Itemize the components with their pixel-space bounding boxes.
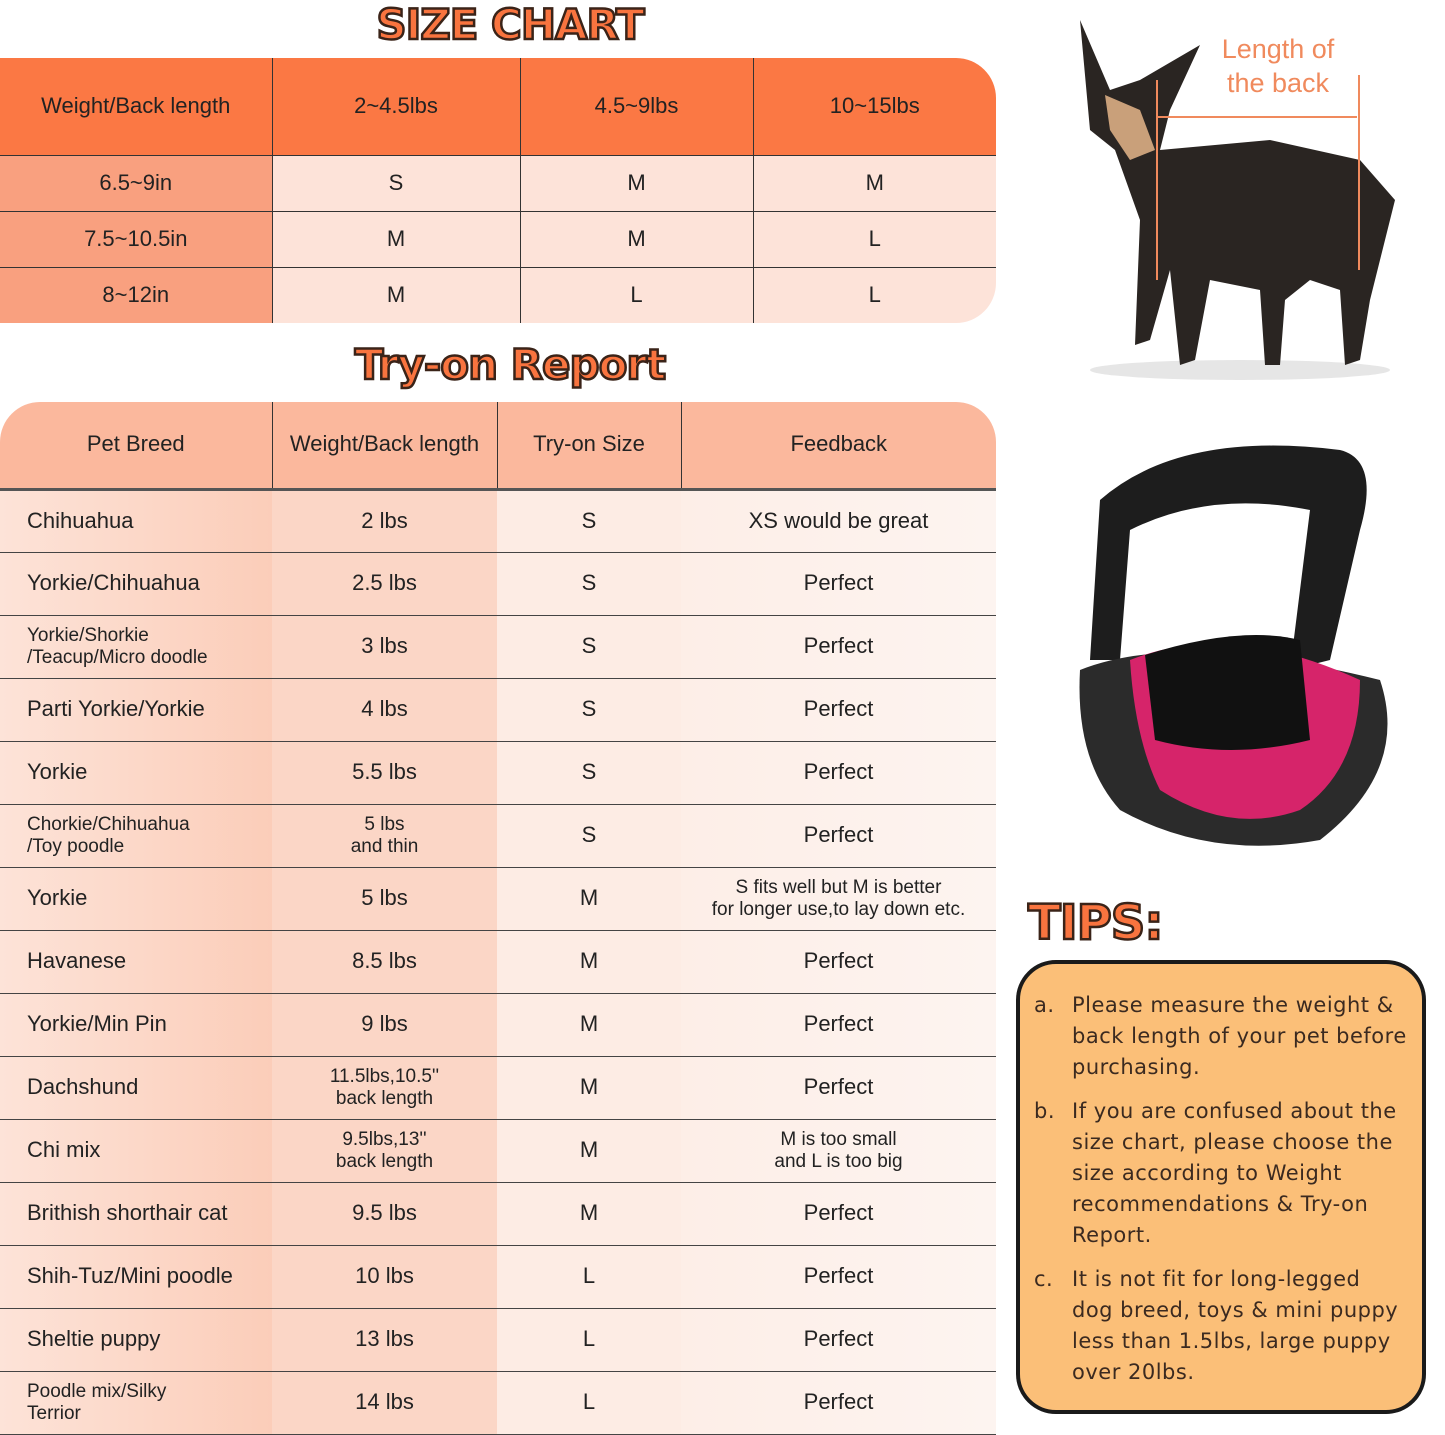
table-cell: S — [497, 552, 681, 615]
table-cell: S — [497, 804, 681, 867]
table-cell: S — [497, 741, 681, 804]
header-row — [0, 58, 996, 155]
table-cell: M — [272, 267, 520, 323]
table-cell: 5 lbs and thin — [272, 804, 497, 867]
table-cell: M — [497, 1182, 681, 1245]
tryon-title: Try-on Report — [354, 340, 666, 389]
table-cell: 13 lbs — [272, 1308, 497, 1371]
column-header: Try-on Size — [497, 402, 681, 489]
table-cell: S — [272, 155, 520, 211]
header-row — [0, 402, 996, 489]
table-cell: 4 lbs — [272, 678, 497, 741]
table-cell: Sheltie puppy — [0, 1308, 272, 1371]
tryon-row — [0, 993, 996, 1056]
column-header: Feedback — [681, 402, 996, 489]
column-header: 2~4.5lbs — [272, 58, 520, 155]
table-cell: Yorkie — [0, 867, 272, 930]
table-cell: L — [753, 267, 996, 323]
tryon-row — [0, 741, 996, 804]
tryon-row — [0, 867, 996, 930]
table-cell: Perfect — [681, 930, 996, 993]
table-cell: Yorkie — [0, 741, 272, 804]
tryon-row — [0, 615, 996, 678]
tryon-row — [0, 678, 996, 741]
table-cell: Perfect — [681, 741, 996, 804]
tryon-table — [0, 402, 996, 1435]
column-header: Weight/Back length — [0, 58, 272, 155]
tip-item — [1034, 990, 1408, 1083]
table-cell: Perfect — [681, 993, 996, 1056]
bag-image — [1060, 440, 1410, 860]
table-cell: M is too small and L is too big — [681, 1119, 996, 1182]
table-cell: Perfect — [681, 1245, 996, 1308]
tip-text: It is not fit for long-legged dog breed, toys & mini puppy less than 1.5lbs, large puppy over 20lbs. — [1072, 1267, 1399, 1384]
tryon-row — [0, 930, 996, 993]
tip-item — [1034, 1264, 1408, 1388]
table-cell: S — [497, 678, 681, 741]
table-cell: M — [497, 867, 681, 930]
table-cell: Yorkie/Min Pin — [0, 993, 272, 1056]
tryon-row — [0, 552, 996, 615]
size-row — [0, 211, 996, 267]
table-cell: Chorkie/Chihuahua /Toy poodle — [0, 804, 272, 867]
table-cell: Poodle mix/Silky Terrior — [0, 1371, 272, 1434]
table-cell: M — [497, 1056, 681, 1119]
size-row — [0, 267, 996, 323]
table-cell: 2 lbs — [272, 489, 497, 552]
table-cell: Perfect — [681, 552, 996, 615]
table-cell: M — [753, 155, 996, 211]
column-header: 4.5~9lbs — [520, 58, 753, 155]
table-cell: Chihuahua — [0, 489, 272, 552]
table-cell: M — [520, 211, 753, 267]
tip-letter: a. — [1034, 993, 1055, 1017]
table-cell: 9.5lbs,13'' back length — [272, 1119, 497, 1182]
table-cell: 14 lbs — [272, 1371, 497, 1434]
table-cell: Chi mix — [0, 1119, 272, 1182]
table-cell: 3 lbs — [272, 615, 497, 678]
tryon-row — [0, 804, 996, 867]
back-length-label-2: the back — [1226, 68, 1330, 98]
tryon-row — [0, 1119, 996, 1182]
tryon-row — [0, 1371, 996, 1434]
size-chart-table — [0, 58, 996, 323]
size-chart-title: SIZE CHART — [376, 0, 644, 49]
tryon-row — [0, 1308, 996, 1371]
table-cell: 7.5~10.5in — [0, 211, 272, 267]
table-cell: L — [520, 267, 753, 323]
table-cell: L — [497, 1308, 681, 1371]
table-cell: 9 lbs — [272, 993, 497, 1056]
table-cell: 9.5 lbs — [272, 1182, 497, 1245]
table-cell: M — [272, 211, 520, 267]
table-cell: Yorkie/Chihuahua — [0, 552, 272, 615]
table-cell: 8~12in — [0, 267, 272, 323]
tryon-row — [0, 1056, 996, 1119]
table-cell: S — [497, 489, 681, 552]
tips-box — [1016, 960, 1426, 1414]
dog-image — [1020, 0, 1445, 390]
table-cell: Perfect — [681, 804, 996, 867]
size-row — [0, 155, 996, 211]
table-cell: Perfect — [681, 1308, 996, 1371]
table-cell: M — [520, 155, 753, 211]
table-cell: Perfect — [681, 1182, 996, 1245]
table-cell: 5 lbs — [272, 867, 497, 930]
back-length-label-1: Length of — [1221, 34, 1335, 64]
table-cell: 5.5 lbs — [272, 741, 497, 804]
table-cell: Perfect — [681, 1371, 996, 1434]
tip-text: If you are confused about the size chart, please choose the size according to Weight recommendations & Try-on Report. — [1072, 1099, 1397, 1247]
table-cell: S — [497, 615, 681, 678]
table-cell: 2.5 lbs — [272, 552, 497, 615]
table-cell: L — [497, 1371, 681, 1434]
tip-letter: b. — [1034, 1099, 1056, 1123]
table-cell: Brithish shorthair cat — [0, 1182, 272, 1245]
tryon-row — [0, 1182, 996, 1245]
tryon-row — [0, 1245, 996, 1308]
table-cell: 11.5lbs,10.5'' back length — [272, 1056, 497, 1119]
table-cell: Havanese — [0, 930, 272, 993]
table-cell: Perfect — [681, 1056, 996, 1119]
table-cell: L — [753, 211, 996, 267]
table-cell: Yorkie/Shorkie /Teacup/Micro doodle — [0, 615, 272, 678]
tip-text: Please measure the weight & back length of your pet before purchasing. — [1072, 993, 1407, 1079]
table-cell: Shih-Tuz/Mini poodle — [0, 1245, 272, 1308]
tip-letter: c. — [1034, 1267, 1054, 1291]
table-cell: Perfect — [681, 615, 996, 678]
table-cell: M — [497, 930, 681, 993]
column-header: Weight/Back length — [272, 402, 497, 489]
tip-item — [1034, 1096, 1408, 1251]
table-cell: S fits well but M is better for longer use,to lay down etc. — [681, 867, 996, 930]
table-cell: 10 lbs — [272, 1245, 497, 1308]
tips-title: TIPS: — [1028, 895, 1163, 951]
table-cell: Parti Yorkie/Yorkie — [0, 678, 272, 741]
table-cell: M — [497, 993, 681, 1056]
table-cell: Dachshund — [0, 1056, 272, 1119]
tryon-row — [0, 489, 996, 552]
table-cell: Perfect — [681, 678, 996, 741]
table-cell: 8.5 lbs — [272, 930, 497, 993]
column-header: 10~15lbs — [753, 58, 996, 155]
table-cell: XS would be great — [681, 489, 996, 552]
table-cell: M — [497, 1119, 681, 1182]
column-header: Pet Breed — [0, 402, 272, 489]
table-cell: L — [497, 1245, 681, 1308]
table-cell: 6.5~9in — [0, 155, 272, 211]
